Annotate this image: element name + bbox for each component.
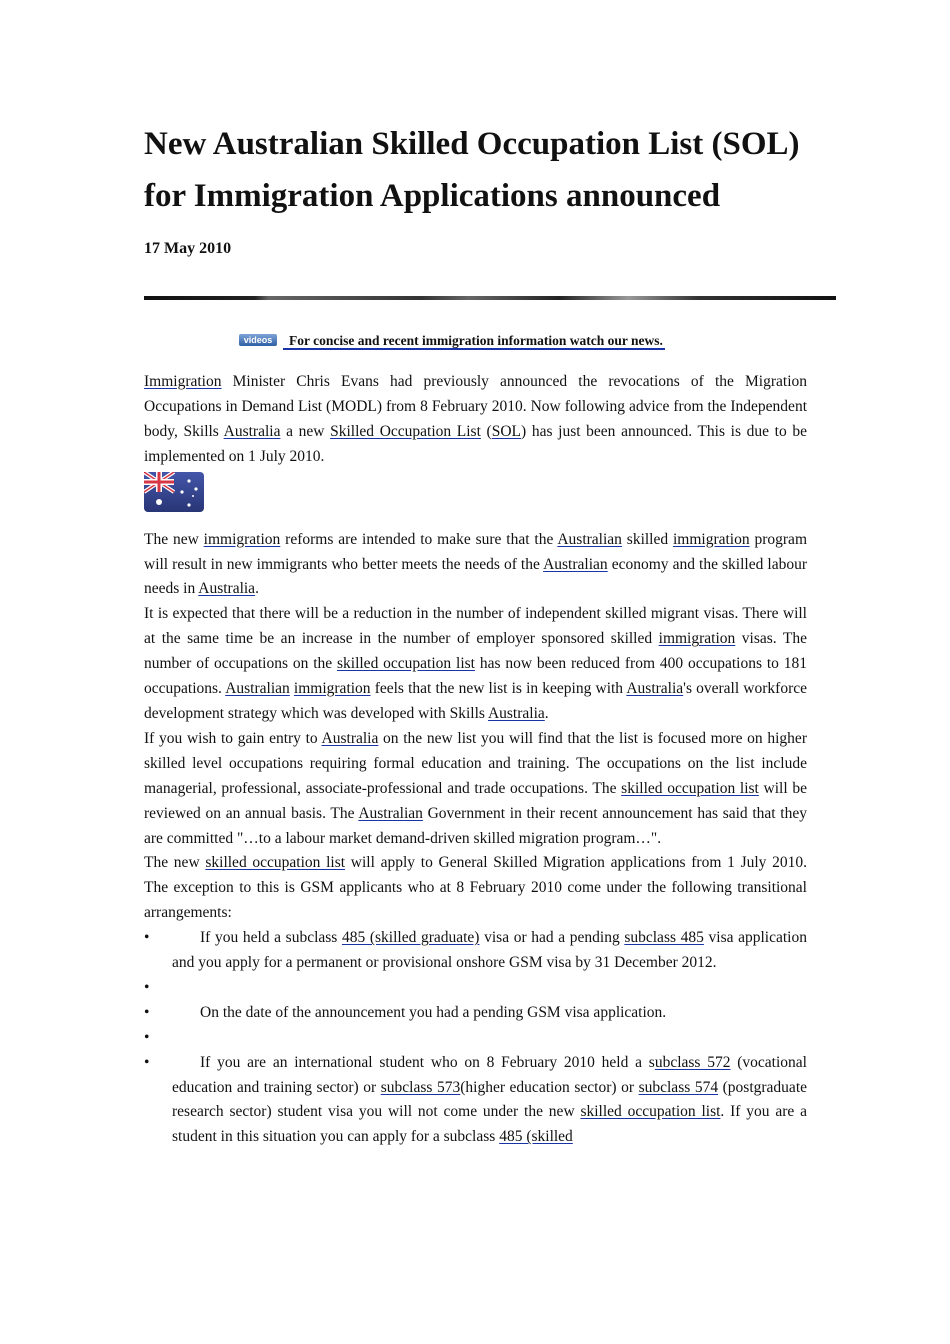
link-subclass-573[interactable]: subclass 573	[380, 1078, 461, 1096]
videos-badge-icon[interactable]: videos	[239, 334, 277, 346]
news-banner	[239, 333, 665, 349]
list-item-empty	[172, 1026, 807, 1051]
link-australia[interactable]: Australia	[626, 680, 684, 698]
link-immigration[interactable]: immigration	[658, 630, 736, 648]
list-item: • If you are an international student who on 8 February 2010 held a subclass 572 (vocational education and training sector) or subclass 573(higher education sector) or subclass 574 (postgraduate research sector) student visa you will not come under the new skilled occupation list. If you are a student in this situation you can apply for a subclass 485 (skilled	[172, 1051, 807, 1151]
news-link[interactable]: For concise and recent immigration information watch our news.	[283, 333, 665, 350]
link-skilled-occupation-list[interactable]: skilled occupation list	[621, 779, 759, 797]
link-immigration[interactable]: immigration	[672, 530, 750, 548]
link-immigration[interactable]: immigration	[203, 530, 281, 548]
australian-flag-icon	[144, 472, 204, 512]
transitional-arrangements-list	[144, 926, 807, 1150]
link-australia[interactable]: Australia	[487, 704, 545, 722]
link-australia[interactable]: Australia	[198, 580, 256, 598]
link-skilled-occupation-list[interactable]: skilled occupation list	[336, 655, 475, 673]
link-australian[interactable]: Australian	[225, 680, 290, 698]
link-australian[interactable]: Australian	[358, 804, 423, 822]
link-australian[interactable]: Australian	[543, 555, 608, 573]
paragraph-4: If you wish to gain entry to Australia on the new list you will find that the list is focused more on higher skilled level occupations requiring formal education and training. The occupations on the list include managerial, professional, associate-professional and trade occupations. The skilled occupation list will be reviewed on an annual basis. The Australian Government in their recent announcement has said that they are committed "…to a labour market demand-driven skilled migration program…".	[144, 729, 807, 847]
link-australia[interactable]: Australia	[223, 422, 281, 440]
link-immigration[interactable]: immigration	[293, 680, 371, 698]
link-subclass-485[interactable]: subclass 485	[624, 929, 704, 947]
link-australia[interactable]: Australia	[321, 729, 379, 747]
article-title: New Australian Skilled Occupation List (SOL) for Immigration Applications announced	[144, 126, 800, 214]
link-skilled-occupation-list[interactable]: skilled occupation list	[580, 1103, 721, 1121]
link-skilled-occupation-list[interactable]: Skilled Occupation List	[330, 422, 481, 440]
list-item: • On the date of the announcement you had a pending GSM visa application.	[172, 1001, 807, 1026]
link-485-skilled-graduate[interactable]: 485 (skilled graduate)	[341, 929, 480, 947]
article-body	[144, 370, 807, 1150]
list-item-empty	[172, 976, 807, 1001]
paragraph-2: The new immigration reforms are intended to make sure that the Australian skilled immigration program will result in new immigrants who better meets the needs of the Australian economy and the skilled labour needs in Australia.	[144, 530, 808, 598]
paragraph-5: The new skilled occupation list will apply to General Skilled Migration applications from 1 July 2010. The exception to this is GSM applicants who at 8 February 2010 come under the following transitional arrangements:	[144, 854, 807, 922]
link-485-skilled[interactable]: 485 (skilled	[499, 1128, 573, 1146]
header-divider	[144, 296, 836, 300]
paragraph-3: It is expected that there will be a reduction in the number of independent skilled migrant visas. There will at the same time be an increase in the number of employer sponsored skilled immigration visas. The number of occupations on the skilled occupation list has now been reduced from 400 occupations to 181 occupations. Australian immigration feels that the new list is in keeping with Australia's overall workforce development strategy which was developed with Skills Australia.	[144, 605, 807, 722]
link-sol[interactable]: SOL	[491, 422, 522, 440]
article-date: 17 May 2010	[144, 240, 232, 257]
list-item: • If you held a subclass 485 (skilled graduate) visa or had a pending subclass 485 visa application and you apply for a permanent or provisional onshore GSM visa by 31 December 2012.	[172, 926, 807, 976]
link-subclass-572[interactable]: ubclass 572	[654, 1053, 731, 1071]
link-immigration[interactable]: Immigration	[144, 373, 222, 390]
link-australian[interactable]: Australian	[557, 530, 622, 548]
link-skilled-occupation-list[interactable]: skilled occupation list	[205, 854, 346, 872]
link-subclass-574[interactable]: subclass 574	[638, 1078, 719, 1096]
paragraph-1: Immigration Minister Chris Evans had previously announced the revocations of the Migration Occupations in Demand List (MODL) from 8 February 2010. Now following advice from the Independent body, Skills Australia a new Skilled Occupation List (SOL) has just been announced. This is due to be implemented on 1 July 2010.	[144, 373, 808, 465]
